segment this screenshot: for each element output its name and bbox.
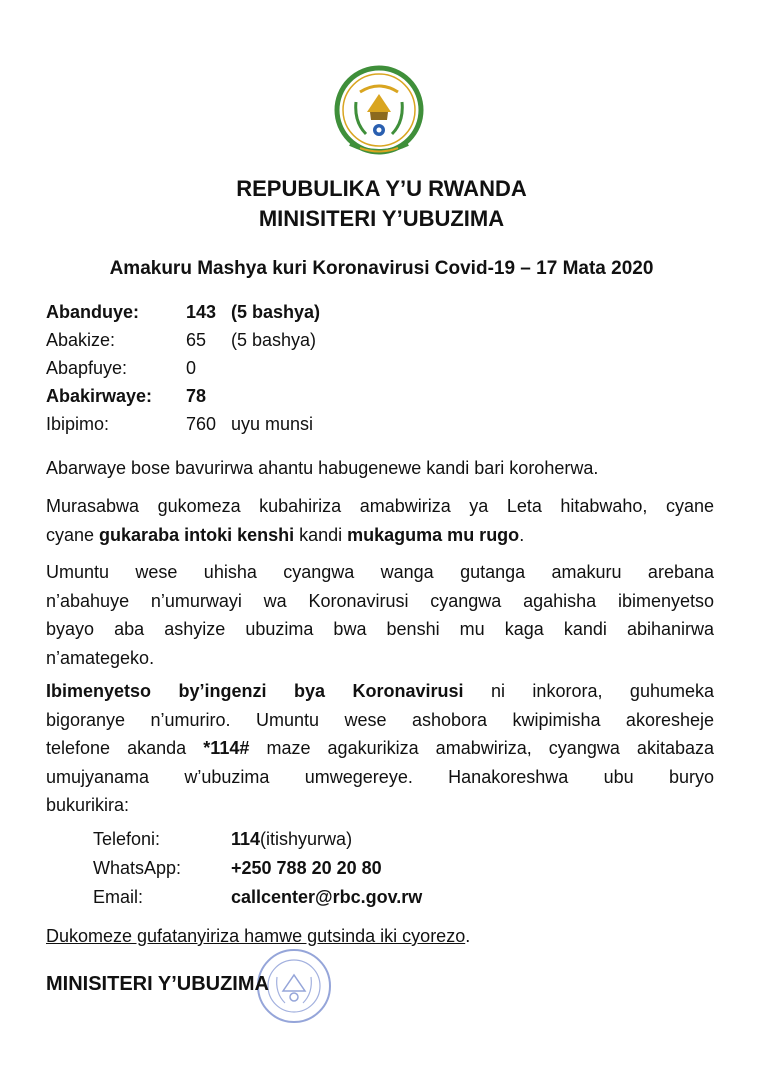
stat-label: Abakize:	[46, 330, 116, 350]
contact-label: WhatsApp:	[93, 858, 182, 878]
text-run: cyane	[46, 524, 100, 545]
paragraph-line: Murasabwa gukomeza kubahiriza amabwiriza ya Leta hitabwaho, cyane	[46, 496, 714, 516]
contact-label: Email:	[93, 887, 144, 907]
republic-title: REPUBULIKA Y’U RWANDA	[236, 176, 527, 201]
text-run: kandi	[294, 524, 348, 545]
text-run: (itishyurwa)	[260, 829, 353, 849]
stat-note: (5 bashya)	[231, 302, 321, 322]
text-run: .	[519, 524, 525, 545]
stat-label: Abapfuye:	[46, 358, 128, 378]
paragraph-line	[46, 521, 714, 550]
footer-ministry: MINISITERI Y’UBUZIMA	[46, 973, 269, 995]
paragraph-line	[46, 922, 714, 951]
paragraph-guidelines	[46, 492, 714, 549]
stat-value: 760	[186, 414, 217, 434]
text-run: maze agakurikiza amabwiriza, cyangwa akitabaza	[249, 738, 714, 758]
paragraph-line: byayo aba ashyize ubuzima bwa benshi mu kaga kandi abihanirwa	[46, 619, 714, 639]
text-run: telefone akanda	[46, 738, 204, 758]
paragraph-line: umujyanama w’ubuzima umwegereye. Hanakoreshwa ubu buryo	[46, 766, 714, 787]
text-run: .	[465, 926, 471, 946]
paragraph-symptoms	[46, 677, 714, 820]
stat-label: Ibipimo:	[46, 414, 110, 434]
closing-text: Dukomeze gufatanyiriza hamwe gutsinda iki cyorezo	[46, 926, 466, 946]
phone-number[interactable]: 114	[231, 829, 261, 849]
whatsapp-number[interactable]: +250 788 20 20 80	[231, 858, 382, 878]
stat-value: 143	[186, 302, 217, 322]
stat-label: Abakirwaye:	[46, 386, 153, 406]
paragraph-line: Umuntu wese uhisha cyangwa wanga gutanga amakuru arebana	[46, 562, 714, 582]
paragraph-line: bukurikira:	[46, 795, 130, 815]
closing-line	[46, 922, 714, 951]
ministry-title: MINISITERI Y’UBUZIMA	[258, 206, 505, 231]
stat-label: Abanduye:	[46, 302, 140, 322]
stat-note: (5 bashya)	[231, 330, 317, 350]
text-run: ni inkorora, guhumeka	[463, 681, 714, 701]
paragraph-line: Abarwaye bose bavurirwa ahantu habugenewe kandi bari koroherwa.	[46, 458, 599, 478]
stat-value: 78	[186, 386, 207, 406]
paragraph-line: n’abahuye n’umurwayi wa Koronavirusi cyangwa agahisha ibimenyetso	[46, 590, 714, 611]
emphasis-ussd-code: *114#	[203, 738, 250, 758]
stat-note: uyu munsi	[231, 414, 314, 434]
emphasis-stay-home: mukaguma mu rugo	[347, 524, 520, 545]
paragraph-line: n’amategeko.	[46, 647, 155, 668]
rwanda-coat-of-arms-icon	[332, 62, 427, 162]
paragraph-patients	[46, 454, 714, 483]
stat-value: 65	[186, 330, 207, 350]
paragraph-warning	[46, 558, 714, 672]
emphasis-symptoms: Ibimenyetso by’ingenzi bya Koronavirusi	[46, 681, 464, 701]
paragraph-line	[46, 734, 714, 763]
bulletin-subtitle: Amakuru Mashya kuri Koronavirusi Covid-19 – 17 Mata 2020	[109, 258, 654, 279]
contact-label: Telefoni:	[93, 829, 161, 849]
paragraph-line: bigoranye n’umuriro. Umuntu wese ashobora kwipimisha akoresheje	[46, 709, 714, 730]
paragraph-line	[46, 677, 714, 706]
emphasis-handwashing: gukaraba intoki kenshi	[99, 524, 295, 545]
stat-value: 0	[186, 358, 197, 378]
contact-value	[231, 829, 353, 850]
email-address[interactable]: callcenter@rbc.gov.rw	[231, 887, 423, 907]
